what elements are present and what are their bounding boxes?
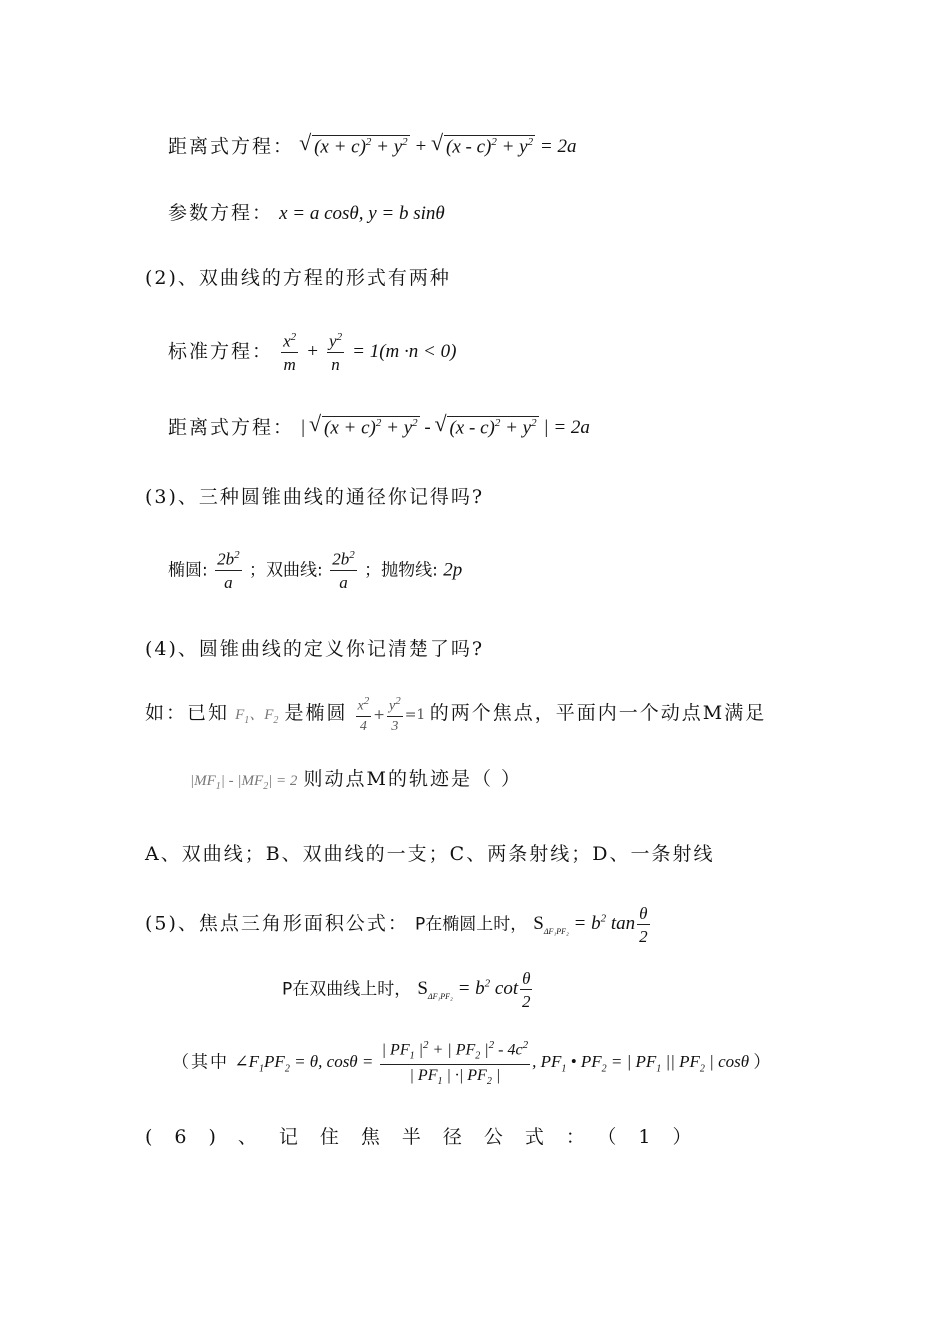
hyperbola-standard-formula: $\frac{x^2}{m}$ + $\frac{y^2}{n}$ = 1(m ·n < 0): [283, 331, 457, 374]
latus-ellipse-label: 椭圆:: [168, 560, 208, 581]
example-options: A、双曲线；B、双曲线的一支；C、两条射线；D、一条射线: [145, 843, 715, 865]
ellipse-param-row: [168, 204, 445, 223]
ellipse-distance-formula: √ $(x + c)^2 + y^2$ + √ $(x - c)^2 + y^2 = 2a$: [300, 136, 576, 157]
focal-triangle-heading: (5)、焦点三角形面积公式：: [145, 912, 409, 935]
example-question: 则动点M的轨迹是（ ）: [303, 768, 522, 790]
focal-ellipse-formula: $S_{\Delta F_1PF_2} = b^2$ tan $\frac{\theta}{2}$: [533, 904, 648, 946]
hyperbola-distance-formula: | √ $(x + c)^2 + y^2$ - √ $(x - c)^2 + y^2$ | = 2a: [300, 417, 590, 438]
focal-note-row: [172, 1040, 772, 1087]
example-mid2: 的两个焦点，平面内一个动点M满足: [429, 701, 767, 724]
latus-parabola-label: ；抛物线:: [364, 560, 438, 581]
focal-note-formula: $\angle F_1PF_2 = \theta$, cosθ = $\frac{| PF_1 |^2 + | PF_2 |^2 - 4c^2}{| PF_1 | \cdot| PF_2 |}$ , $PF_1$ • $PF_2$ = | $PF_1$ || $PF_2$ | cosθ: [234, 1039, 754, 1087]
hyperbola-heading: (2)、双曲线的方程的形式有两种: [145, 267, 451, 289]
focal-hyperbola-formula: $S_{\Delta F_1PF_2} = b^2$ cot $\frac{\theta}{2}$: [417, 969, 531, 1011]
latus-hyperbola-label: ；双曲线:: [249, 560, 323, 581]
focal-note-suffix: ）: [753, 1052, 773, 1073]
ellipse-distance-row: [168, 135, 576, 156]
hyperbola-standard-label: 标准方程：: [168, 340, 274, 363]
definition-heading: (4)、圆锥曲线的定义你记清楚了吗?: [145, 638, 485, 660]
example-row: [145, 696, 766, 734]
focal-radius-heading: (6)、记住焦半径公式：（1）: [145, 1126, 714, 1148]
latus-parabola-value: 2p: [443, 559, 463, 581]
latus-heading: (3)、三种圆锥曲线的通径你记得吗?: [145, 486, 485, 508]
focal-triangle-row2: [282, 970, 534, 1010]
latus-ellipse-value: $\frac{2b^2}{a}$: [217, 549, 240, 592]
hyperbola-standard-row: [168, 332, 456, 373]
example-condition: $|MF_1| - |MF_2| = 2$: [190, 773, 298, 792]
focal-triangle-row1: [145, 905, 652, 945]
focal-hyperbola-case: P在双曲线上时，: [282, 979, 412, 1000]
hyperbola-distance-label: 距离式方程：: [168, 416, 295, 439]
foci-symbols: $F_1$、$F_2$: [235, 706, 279, 726]
hyperbola-distance-row: [168, 416, 590, 437]
ellipse-distance-label: 距离式方程：: [168, 135, 295, 158]
example-prefix: 如：已知: [145, 701, 230, 724]
ellipse-param-formula: x = a cosθ, y = b sinθ: [279, 203, 445, 224]
example-ellipse-eq: $\frac{x^2}{4}$ + $\frac{y^2}{3}$ =1: [357, 695, 430, 734]
focal-ellipse-case: P在椭圆上时，: [414, 914, 528, 935]
latus-hyperbola-value: $\frac{2b^2}{a}$: [332, 549, 355, 592]
example-mid1: 是椭圆: [284, 701, 348, 724]
example-condition-row: [190, 770, 522, 792]
ellipse-param-label: 参数方程：: [168, 202, 274, 224]
latus-row: [168, 550, 462, 591]
focal-note-prefix: （其中: [172, 1052, 229, 1073]
